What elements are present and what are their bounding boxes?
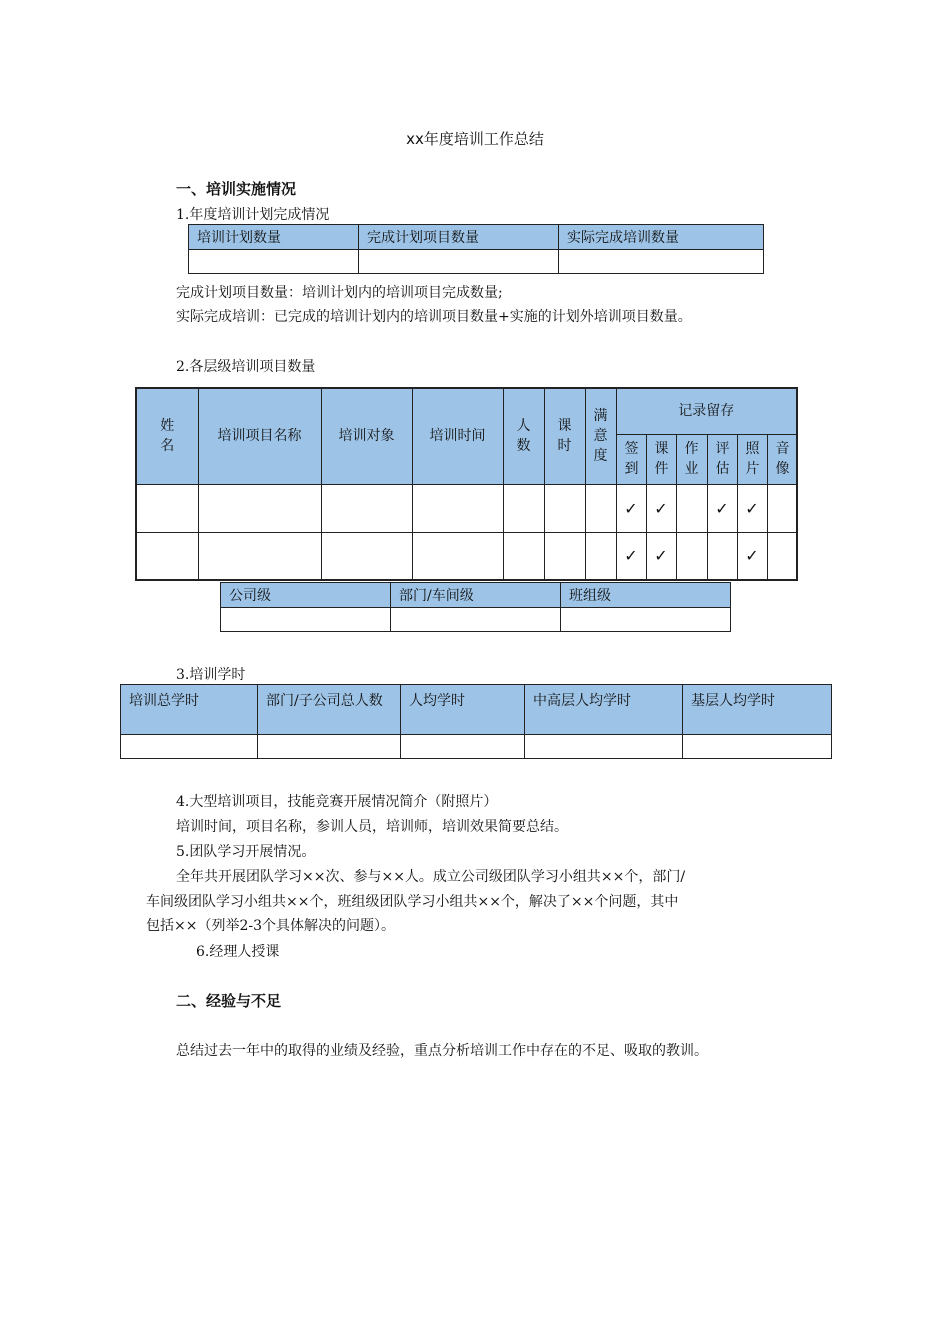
item-1-heading: 1.年度培训计划完成情况 <box>176 207 330 223</box>
checkmark-cell: ✓ <box>707 484 737 532</box>
item-4-heading: 4.大型培训项目，技能竞赛开展情况简介（附照片） <box>176 794 498 810</box>
checkmark-cell: ✓ <box>646 484 676 532</box>
table-cell <box>359 250 559 274</box>
table-cell <box>121 735 258 759</box>
table-cell <box>189 250 359 274</box>
item-6-heading: 6.经理人授课 <box>196 944 280 960</box>
table-header: 完成计划项目数量 <box>359 225 559 250</box>
table-cell <box>503 532 544 580</box>
project-count-table <box>135 387 798 581</box>
table-cell <box>321 532 412 580</box>
table-subheader: 音像 <box>767 434 797 484</box>
table-header: 满意度 <box>585 388 616 484</box>
table-cell <box>258 735 401 759</box>
section-2-heading: 二、经验与不足 <box>176 992 282 1010</box>
checkmark-cell: ✓ <box>737 532 767 580</box>
item-4-text: 培训时间，项目名称，参训人员，培训师，培训效果简要总结。 <box>176 819 568 835</box>
note-line: 实际完成培训：已完成的培训计划内的培训项目数量+实施的计划外培训项目数量。 <box>176 309 692 325</box>
table-cell <box>412 532 503 580</box>
table-cell <box>221 608 391 632</box>
level-table <box>220 582 731 632</box>
table-row <box>136 484 797 532</box>
checkmark-cell: ✓ <box>616 532 646 580</box>
table-subheader: 作业 <box>676 434 707 484</box>
training-hours-table <box>120 684 832 759</box>
table-header: 中高层人均学时 <box>525 685 683 735</box>
table-header: 培训总学时 <box>121 685 258 735</box>
table-cell <box>136 484 198 532</box>
table-header: 培训项目名称 <box>198 388 321 484</box>
table-cell <box>544 532 585 580</box>
item-5-line: 全年共开展团队学习××次、参与××人。成立公司级团队学习小组共××个，部门/ <box>176 869 686 885</box>
table-subheader: 签到 <box>616 434 646 484</box>
table-cell <box>503 484 544 532</box>
table-header: 培训对象 <box>321 388 412 484</box>
table-header: 公司级 <box>221 583 391 608</box>
table-cell <box>391 608 561 632</box>
table-cell <box>585 532 616 580</box>
table-header: 部门/车间级 <box>391 583 561 608</box>
table-cell <box>525 735 683 759</box>
section-2-text: 总结过去一年中的取得的业绩及经验，重点分析培训工作中存在的不足、吸取的教训。 <box>176 1043 708 1059</box>
table-header: 部门/子公司总人数 <box>258 685 401 735</box>
checkmark-cell <box>767 532 797 580</box>
table-header: 人均学时 <box>401 685 525 735</box>
table-header: 记录留存 <box>616 388 797 434</box>
checkmark-cell: ✓ <box>646 532 676 580</box>
note-line: 完成计划项目数量：培训计划内的培训项目完成数量; <box>176 285 503 301</box>
table-cell <box>198 484 321 532</box>
table-cell <box>321 484 412 532</box>
table-cell <box>561 608 731 632</box>
table-header: 培训时间 <box>412 388 503 484</box>
checkmark-cell <box>767 484 797 532</box>
table-cell <box>401 735 525 759</box>
item-5-line: 包括××（列举2-3个具体解决的问题）。 <box>146 918 396 934</box>
item-3-heading: 3.培训学时 <box>176 667 246 683</box>
checkmark-cell <box>707 532 737 580</box>
checkmark-cell <box>676 532 707 580</box>
table-header: 人数 <box>503 388 544 484</box>
table-cell <box>412 484 503 532</box>
checkmark-cell: ✓ <box>616 484 646 532</box>
table-cell <box>559 250 764 274</box>
item-2-heading: 2.各层级培训项目数量 <box>176 359 316 375</box>
table-subheader: 课件 <box>646 434 676 484</box>
table-cell <box>585 484 616 532</box>
table-header: 姓名 <box>136 388 198 484</box>
table-header: 课时 <box>544 388 585 484</box>
table-header: 培训计划数量 <box>189 225 359 250</box>
table-header: 基层人均学时 <box>683 685 832 735</box>
plan-completion-table <box>188 224 764 274</box>
checkmark-cell <box>676 484 707 532</box>
table-cell <box>136 532 198 580</box>
table-cell <box>683 735 832 759</box>
table-header: 班组级 <box>561 583 731 608</box>
section-1-heading: 一、培训实施情况 <box>176 180 297 198</box>
table-subheader: 照片 <box>737 434 767 484</box>
table-header: 实际完成培训数量 <box>559 225 764 250</box>
checkmark-cell: ✓ <box>737 484 767 532</box>
table-cell <box>198 532 321 580</box>
item-5-line: 车间级团队学习小组共××个，班组级团队学习小组共××个，解决了××个问题，其中 <box>146 894 679 910</box>
page-title: xx年度培训工作总结 <box>406 130 544 148</box>
table-cell <box>544 484 585 532</box>
table-row <box>136 532 797 580</box>
item-5-heading: 5.团队学习开展情况。 <box>176 844 316 860</box>
table-subheader: 评估 <box>707 434 737 484</box>
